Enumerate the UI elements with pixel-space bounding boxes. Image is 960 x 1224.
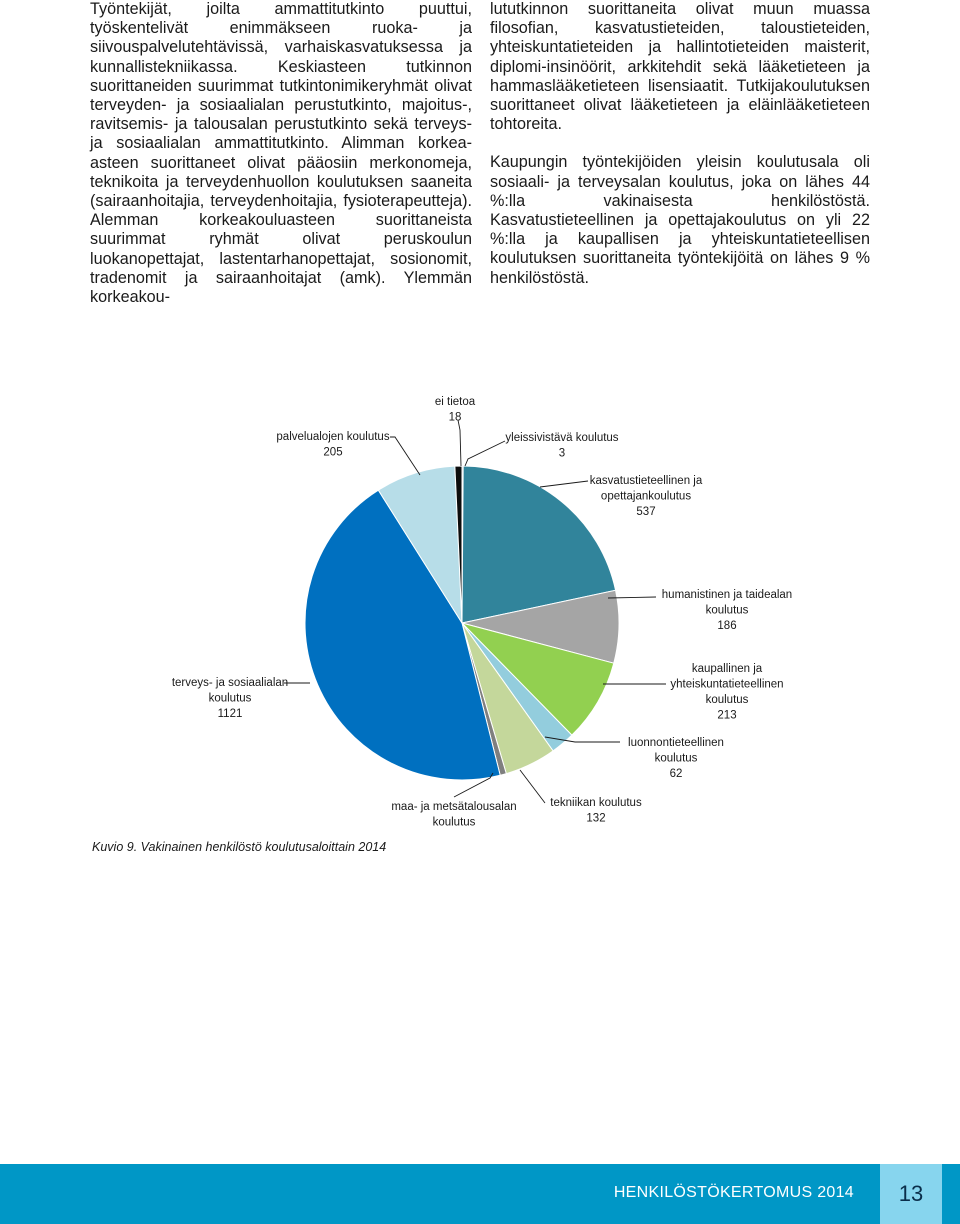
right-paragraph-1: lututkinnon suorittaneita olivat muun muassa filosofian, kasvatustieteiden, taloustieteiden, yhteiskuntatieteiden ja hallintotieteiden maisterit, diplomi-insinöörit, arkkitehdit sekä lääketieteen ja hammaslääketieteen lisensiaatit. Tutkijakoulutuksen suorittaneet olivat lääketieteen ja eläinlääketieteen tohtoreita. xyxy=(490,0,870,134)
pie-label-7: terveys- ja sosiaalialan koulutus 1121 xyxy=(171,677,289,720)
pie-leader-5 xyxy=(520,770,545,803)
pie-label-1: kasvatustieteellinen ja opettajankoulutus 537 xyxy=(589,475,703,518)
pie-label-9: ei tietoa 18 xyxy=(434,396,476,424)
pie-label-6: maa- ja metsätalousalan koulutus xyxy=(391,801,517,829)
left-text-column xyxy=(90,0,472,307)
right-paragraph-2: Kaupungin työntekijöiden yleisin koulutusala oli sosiaali- ja terveysalan koulutus, joka on lähes 44 %:lla vakinaisesta henkilöstöstä. Kasvatustieteellinen ja opettajakoulutus on yli 22 %:lla ja kaupallisen ja yhteiskuntatieteellisen koulutuksen suorittaneita työntekijöitä on lähes 9 % henkilöstöstä. xyxy=(490,153,870,287)
pie-label-2: humanistinen ja taidealan koulutus 186 xyxy=(661,589,793,632)
page-footer xyxy=(0,1164,960,1224)
pie-leader-8 xyxy=(390,437,420,475)
left-paragraph: Työntekijät, joilta ammattitutkinto puuttui, työskentelivät enimmäkseen ruoka- ja siivouspalvelutehtävissä, varhaiskasvatuksessa ja kunnallistekniikassa. Keskiasteen tutkinnon suorittaneiden suurimmat tutkintonimikeryhmät olivat terveyden- ja sosiaalialan perustutkinto, majoitus-, ravitsemis- ja talousalan perustutkinto sekä terveys- ja sosiaalialan ammattitutkinto. Alimman korkea-asteen suorittaneet olivat pääosiin merkonomeja, teknikoita ja terveydenhuollon koulutuksen saaneita (sairaanhoitajia, terveydenhoitajia, fysioterapeutteja). Alemman korkeakouluasteen suorittaneista suurimmat ryhmät olivat peruskoulun luokanopettajat, lastentarhanopettajat, sosionomit, tradenomit ja sairaanhoitajat (amk). Ylemmän korkeakou- xyxy=(90,0,472,307)
pie-leader-1 xyxy=(540,481,588,487)
page-number: 13 xyxy=(880,1164,942,1224)
pie-leader-0 xyxy=(465,441,505,466)
pie-label-3: kaupallinen ja yhteiskuntatieteellinen koulutus 213 xyxy=(670,663,784,722)
pie-leader-9 xyxy=(458,420,461,466)
pie-label-8: palvelualojen koulutus 205 xyxy=(276,431,390,459)
right-text-column xyxy=(490,0,870,288)
pie-label-5: tekniikan koulutus 132 xyxy=(550,797,642,825)
pie-label-4: luonnontieteellinen koulutus 62 xyxy=(628,737,724,780)
pie-label-0: yleissivistävä koulutus 3 xyxy=(505,432,619,460)
education-pie-chart xyxy=(0,380,960,840)
footer-title: HENKILÖSTÖKERTOMUS 2014 xyxy=(613,1184,854,1201)
pie-slices xyxy=(305,466,619,780)
figure-caption: Kuvio 9. Vakinainen henkilöstö koulutusaloittain 2014 xyxy=(92,840,387,854)
